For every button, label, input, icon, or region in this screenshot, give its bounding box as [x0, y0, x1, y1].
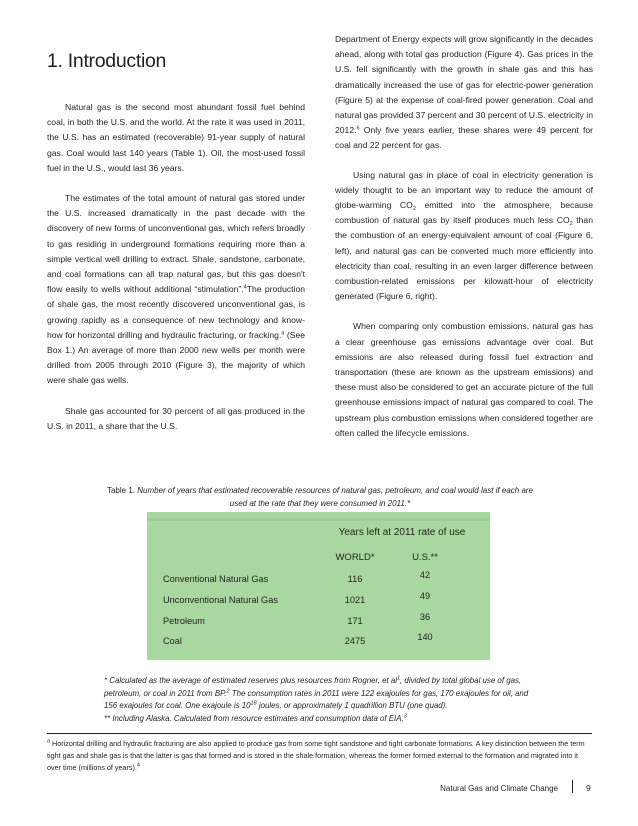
world-value: 116: [347, 574, 363, 584]
footer-title: Natural Gas and Climate Change: [440, 784, 558, 793]
us-value: 49: [419, 591, 431, 601]
us-value: 36: [419, 612, 431, 622]
right-paragraph-3: When comparing only combustion emissions, natural gas has a clear greenhouse gas emissions advantage over coal. But emissions are also released during fossil fuel extraction and transportation (these are known as the upstream emissions) and these must also be considered to get an accurate picture of the full greenhouse emissions impact of natural gas compared to coal. The upstream plus combustion emissions when considered together are often called the lifecycle emissions.: [335, 321, 593, 438]
section-heading: 1. Introduction: [47, 50, 167, 72]
us-value: 42: [419, 570, 431, 580]
row-label: Unconventional Natural Gas: [163, 595, 278, 605]
table-note-2: ** Including Alaska. Calculated from resource estimates and consumption data of EIA.$^3$: [104, 713, 407, 723]
intro-paragraph-3: Shale gas accounted for 30 percent of all gas produced in the U.S. in 2011, a share that the U.S.: [47, 405, 305, 431]
table-note-1: * Calculated as the average of estimated reserves plus resources from Rogner, et $al^1$, divided by total global use of gas, petroleum, or coal in 2011 from BP.$^2$ The consumption rates in 2011 were 122 exajoules for gas, 170 exajoules for oil, and 156 exajoules for coal. One exajoule is $10^{18}$ joules, or approximately 1 quadrillion BTU (one quad).: [104, 675, 529, 710]
table-top-strip: [147, 518, 490, 521]
left-column: [47, 40, 305, 434]
intro-paragraph-1: Natural gas is the second most abundant fossil fuel behind coal, in both the U.S. and the world. At the rate it was used in 2011, the U.S. has an estimated (recoverable) 91-year supply of natural gas. Coal would last 140 years (Table 1). Oil, the most-used fossil fuel in the U.S., would last 36 years.: [47, 102, 305, 173]
footer-divider: [572, 780, 573, 793]
world-value: 171: [347, 616, 363, 626]
table-row: [163, 570, 463, 592]
table-header: Years left at 2011 rate of use: [338, 527, 466, 538]
us-value: 140: [417, 632, 433, 642]
footnote: $^a$ Horizontal drilling and hydraulic fracturing are also applied to produce gas from some tight sandstone and tight carbonate formations. A key distinction between the term tight gas and shale gas is that the latter is gas that formed and is stored in the shale formation, whereas the former formed external to the formation and migrated into it over time (millions of years).$^4$: [47, 738, 585, 772]
footnote-divider: [47, 733, 592, 734]
table-row: [163, 591, 463, 613]
right-column: [335, 32, 593, 441]
table-caption-text: Number of years that estimated recoverable resources of natural gas, petroleum, and coal would last if each are used at the rate that they were consumed in 2011.*: [135, 486, 533, 508]
column-world: WORLD*: [335, 552, 375, 563]
right-paragraph-2: Using natural gas in place of coal in electricity generation is widely thought to be an important way to reduce the amount of globe-warming $CO_2$ emitted into the atmosphere, because combustion of natural gas by itself produces much less $CO_2$ than the combustion of an energy-equivalent amount of coal (Figure 6, left), and natural gas can be converted much more efficiently into electricity than coal, resulting in an even larger difference between combustion-related emissions per kilowatt-hour of electricity generated (Figure 6, right).: [335, 169, 593, 302]
table-notes: [104, 675, 534, 725]
world-value: 2475: [344, 636, 366, 646]
right-paragraph-1: Department of Energy expects will grow significantly in the decades ahead, along with total gas production (Figure 4). Gas prices in the U.S. fell significantly with the growth in shale gas and this has dramatically increased the use of gas for electric-power generation (Figure 5) at the expense of coal-fired power generation. Coal and natural gas provided 37 percent and 30 percent of U.S. electricity in 2012.$^6$ Only five years earlier, these shares were 49 percent for coal and 22 percent for gas.: [335, 34, 593, 151]
row-label: Coal: [163, 636, 182, 646]
table-label: Table 1.: [106, 486, 136, 495]
table-row: [163, 632, 463, 654]
row-label: Conventional Natural Gas: [163, 574, 269, 584]
page-number: 9: [586, 783, 591, 793]
world-value: 1021: [344, 595, 366, 605]
row-label: Petroleum: [163, 616, 205, 626]
column-us: U.S.**: [412, 552, 438, 563]
table-caption: [100, 485, 540, 510]
intro-paragraph-2: The estimates of the total amount of natural gas stored under the U.S. increased dramatically in the past decade with the discovery of new forms of unconventional gas, which refers broadly to gas residing in underground formations requiring more than a simple vertical well drilling to extract. Shale, sandstone, carbonate, and coal formations can all trap natural gas, but this gas doesn't flow easily to wells without additional “stimulation”.$^4$The production of shale gas, the most recently discovered unconventional gas, is growing rapidly as a consequence of new technology and know-how for horizontal drilling and hydraulic fracturing, or fracking.$^a$ (See Box 1.) An average of more than 2000 new wells per month were drilled from 2005 through 2010 (Figure 3), the majority of which were shale gas wells.: [47, 193, 305, 386]
